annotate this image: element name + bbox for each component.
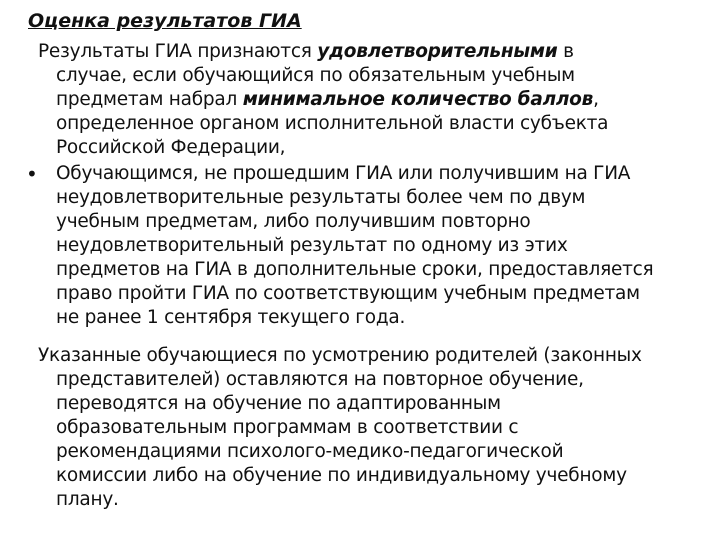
text-segment: предметам набрал (56, 89, 243, 110)
bullet-line: неудовлетворительный результат по одному из этих (56, 235, 568, 256)
slide-title: Оценка результатов ГИА (28, 10, 302, 32)
bullet-line: Обучающимся, не прошедшим ГИА или получившим на ГИА (56, 163, 631, 184)
bullet-line: право пройти ГИА по соответствующим учебным предметам (56, 283, 640, 304)
paragraph-line: плану. (56, 489, 119, 510)
paragraph-line: определенное органом исполнительной власти субъекта (56, 113, 609, 134)
emphasis-satisfactory: удовлетворительными (317, 41, 558, 62)
text-segment: Результаты ГИА признаются (38, 41, 318, 62)
bullet-line: неудовлетворительные результаты более чем по двум (56, 187, 586, 208)
paragraph-line: Указанные обучающиеся по усмотрению родителей (законных (38, 345, 642, 366)
bullet-line: предметов на ГИА в дополнительные сроки, предоставляется (56, 259, 654, 280)
paragraph-line: Российской Федерации, (56, 137, 286, 158)
text-segment: , (593, 89, 599, 110)
bullet-line: не ранее 1 сентября текущего года. (56, 307, 406, 328)
paragraph-line: случае, если обучающийся по обязательным учебным (56, 65, 575, 86)
paragraph-line: рекомендациями психолого-медико-педагогической (56, 441, 564, 462)
paragraph-line: переводятся на обучение по адаптированным (56, 393, 501, 414)
paragraph-line (56, 88, 599, 112)
paragraph-line: образовательным программам в соответствии с (56, 417, 519, 438)
bullet-marker: • (26, 162, 38, 186)
paragraph-line: представителей) оставляются на повторное обучение, (56, 369, 584, 390)
paragraph-line: комиссии либо на обучение по индивидуальному учебному (56, 465, 627, 486)
text-segment: в (557, 41, 574, 62)
emphasis-min-score: минимальное количество баллов (242, 89, 594, 110)
paragraph-line (38, 40, 574, 64)
bullet-line: учебным предметам, либо получившим повторно (56, 211, 531, 232)
